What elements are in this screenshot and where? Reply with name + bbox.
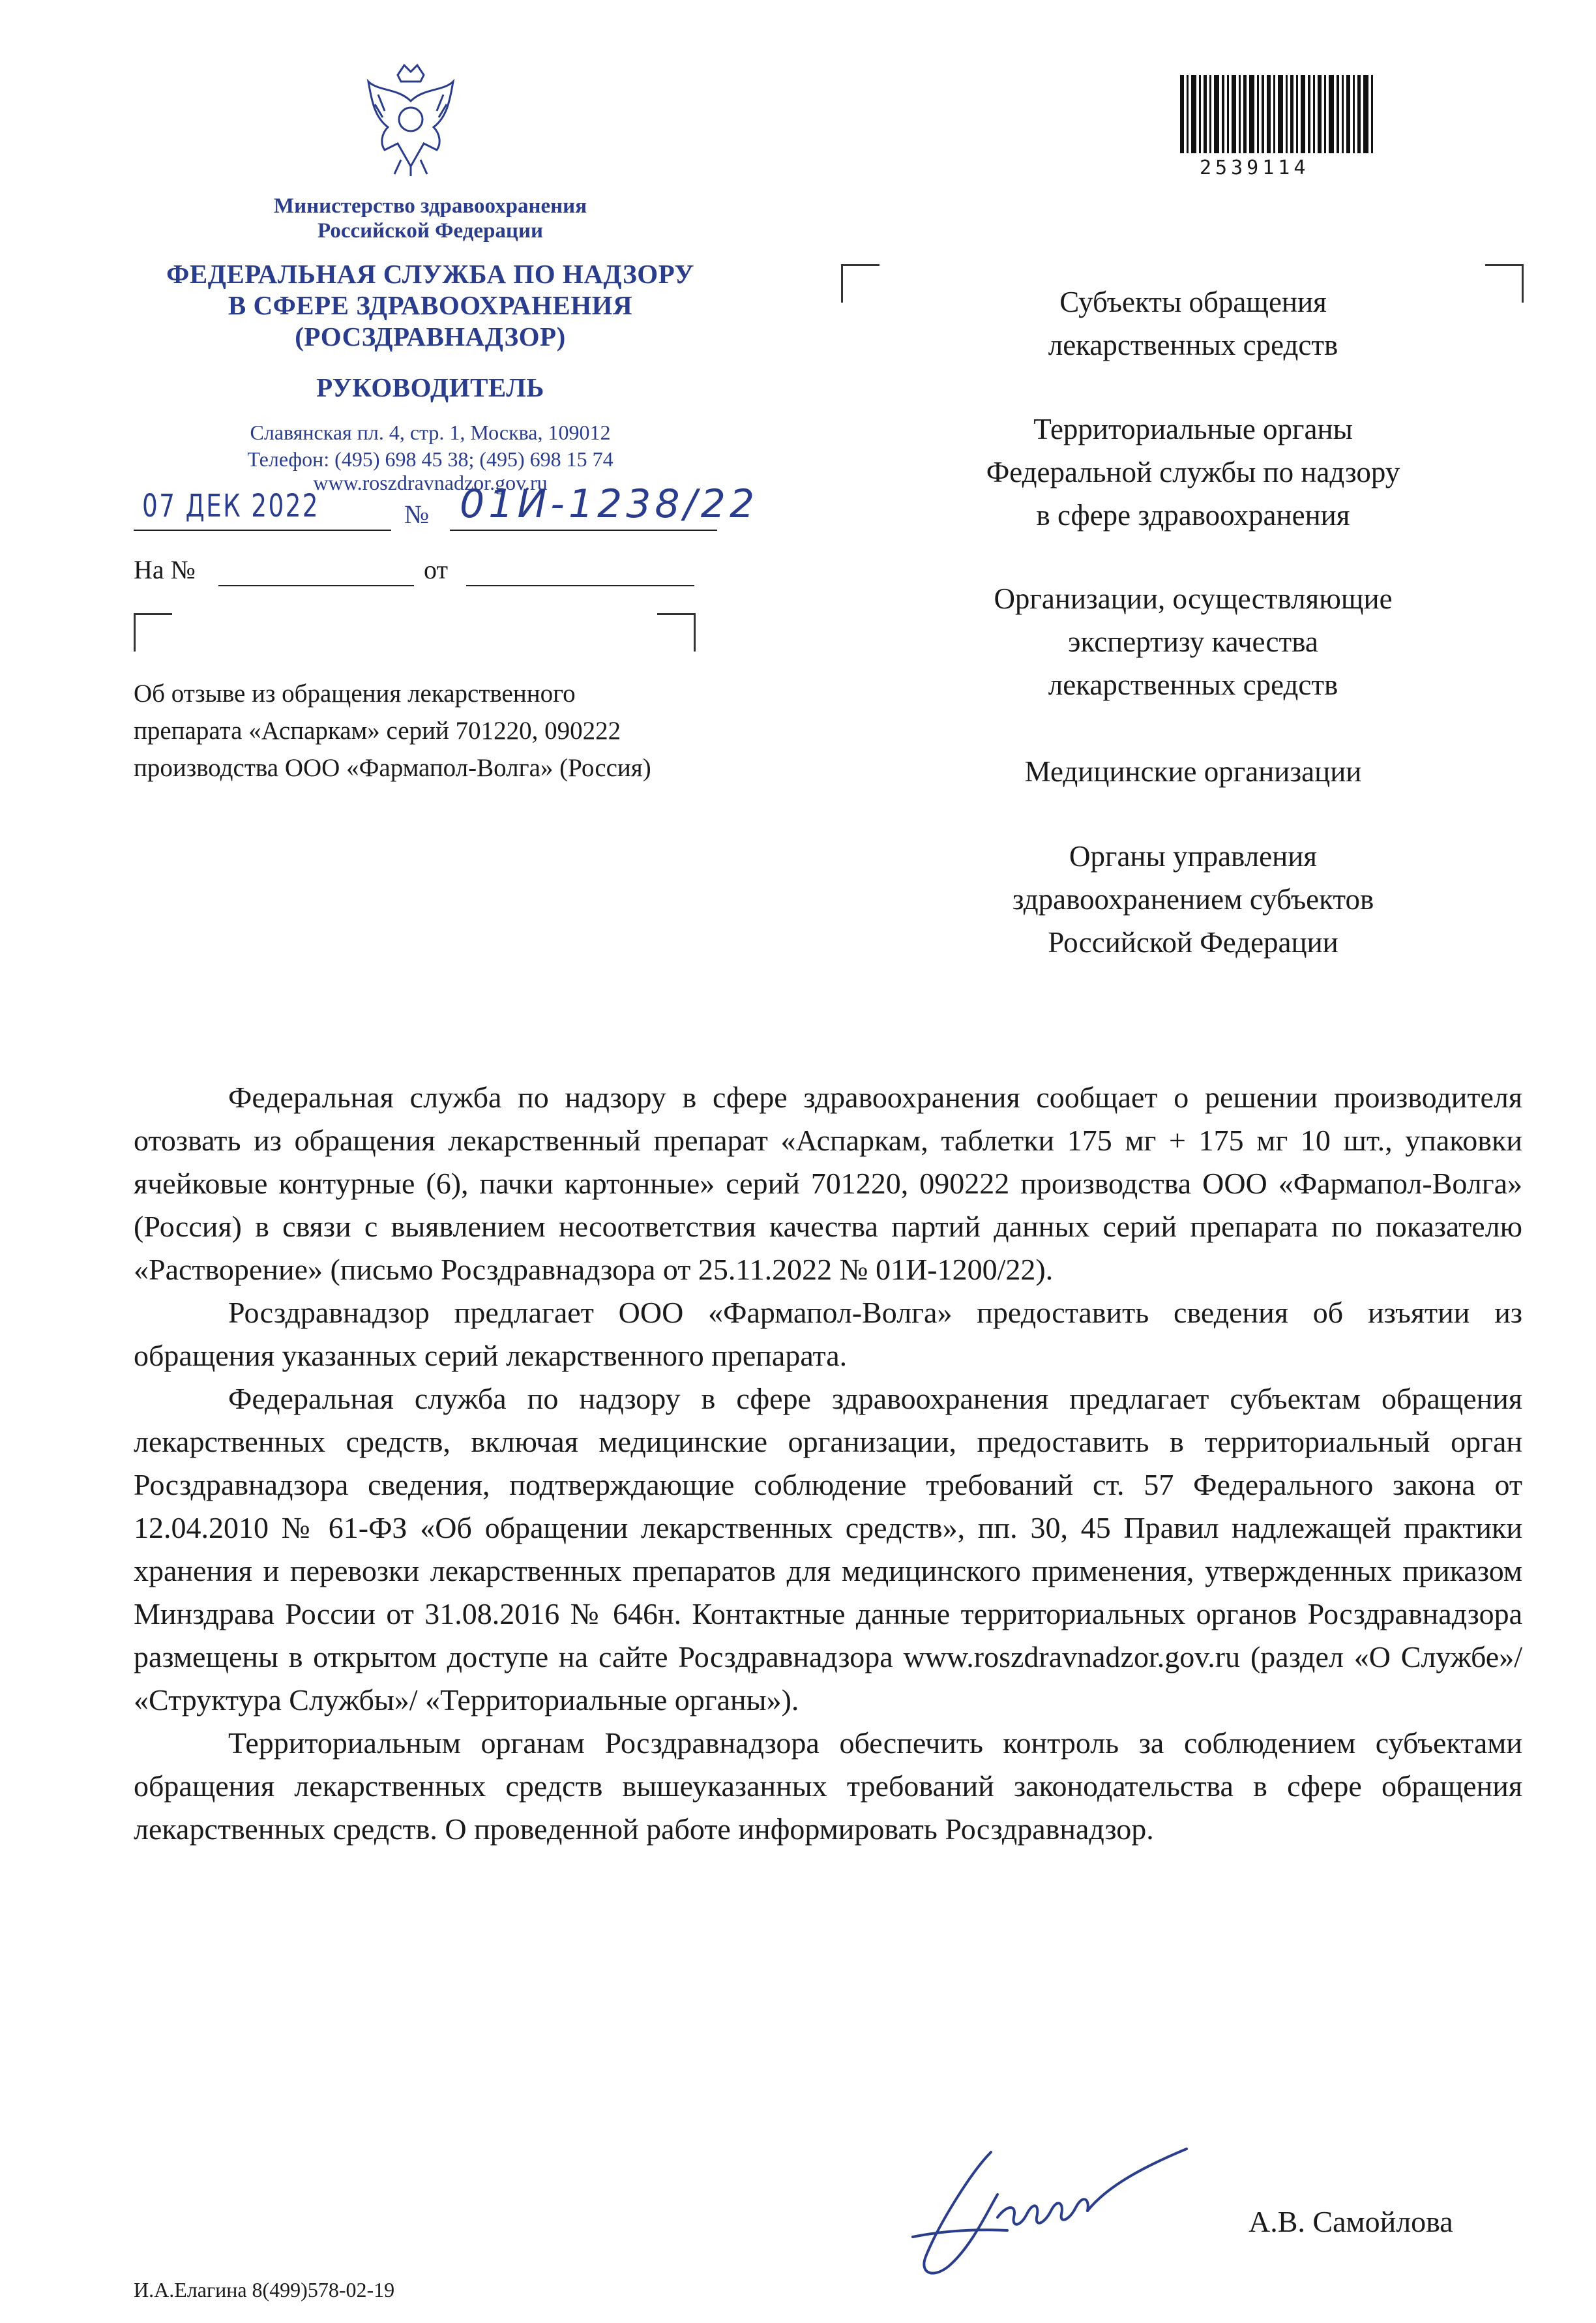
phone-line: Телефон: (495) 698 45 38; (495) 698 15 74 (247, 447, 613, 471)
date-stamp: 07 ДЕК 2022 (142, 488, 319, 524)
body-paragraph: Федеральная служба по надзору в сфере здравоохранения сообщает о решении производителя отозвать из обращения лекарственный препарат «Аспаркам, таблетки 175 мг + 175 мг 10 шт., упаковки ячейковые контурные (6), пачки картонные» серий 701220, 090222 производства ООО «Фармапол-Волга» (Россия) в связи с выявлением несоответствия качества партий данных серий препарата по показателю «Растворение» (письмо Росздравнадзора от 25.11.2022 № 01И-1200/22). (134, 1081, 1522, 1286)
signatory-name: А.В. Самойлова (1249, 2205, 1453, 2238)
ministry-name-line1: Министерство здравоохранения (273, 194, 587, 218)
addressee-group (835, 835, 1552, 964)
addressee-line: Федеральной службы по надзору (986, 456, 1400, 488)
addressee-group (835, 577, 1552, 706)
executor-contact: И.А.Елагина 8(499)578-02-19 (134, 2278, 395, 2301)
subject-corner-right (657, 613, 696, 652)
body-paragraph: Территориальным органам Росздравнадзора обеспечить контроль за соблюдением субъектами обращения лекарственных средств вышеуказанных требований законодательства в сфере обращения лекарственных средств. О проведенной работе информировать Росздравнадзор. (134, 1726, 1522, 1846)
reply-to-label: На № (134, 555, 196, 584)
addressee-group (835, 408, 1552, 537)
handwritten-signature (900, 2133, 1206, 2289)
addressee-line: Субъекты обращения (1059, 286, 1327, 318)
addressee-line: Территориальные органы (1033, 413, 1353, 445)
addressee-line: здравоохранением субъектов (1012, 883, 1374, 916)
barcode (1180, 75, 1382, 153)
addressee-line: Организации, осуществляющие (994, 582, 1393, 615)
registration-number: 01И-1238/22 (460, 481, 759, 527)
ministry-name-line2: Российской Федерации (318, 219, 543, 243)
website-line: www.roszdravnadzor.gov.ru (313, 471, 548, 494)
subject-line: препарата «Аспаркам» серий 701220, 090222 (134, 717, 621, 745)
letter-subject (134, 675, 786, 787)
number-label: № (404, 500, 430, 529)
subject-line: Об отзыве из обращения лекарственного (134, 680, 576, 708)
coat-of-arms-emblem (362, 62, 460, 179)
addressee-line: Органы управления (1069, 840, 1317, 873)
addressee-line: экспертизу качества (1068, 625, 1318, 658)
addressee-line: лекарственных средств (1048, 668, 1338, 701)
address-line: Славянская пл. 4, стр. 1, Москва, 109012 (250, 421, 611, 444)
body-paragraph: Федеральная служба по надзору в сфере здравоохранения предлагает субъектам обращения лекарственных средств, включая медицинские организации, предоставить в территориальный орган Росздравнадзора сведения, подтверждающие соблюдение требований ст. 57 Федерального закона от 12.04.2010 № 61-ФЗ «Об обращении лекарственных средств», пп. 30, 45 Правил надлежащей практики хранения и перевозки лекарственных препаратов для медицинского применения, утвержденных приказом Минздрава России от 31.08.2016 № 646н. Контактные данные территориальных органов Росздравнадзора размещены в открытом доступе на сайте Росздравнадзора www.roszdravnadzor.gov.ru (раздел «О Службе»/ «Структура Службы»/ «Территориальные органы»). (134, 1382, 1522, 1716)
barcode-number: 2539114 (1200, 157, 1310, 179)
body-paragraph: Росздравнадзор предлагает ООО «Фармапол-Волга» предоставить сведения об изъятии из обращения указанных серий лекарственного препарата. (134, 1296, 1522, 1372)
service-name-line2: В СФЕРЕ ЗДРАВООХРАНЕНИЯ (228, 290, 633, 320)
reply-number-underline (218, 585, 414, 586)
letter-body (134, 1076, 1522, 1851)
reply-from-label: от (424, 555, 448, 584)
subject-line: производства ООО «Фармапол-Волга» (Россия) (134, 754, 651, 782)
addressee-line: в сфере здравоохранения (1036, 499, 1350, 532)
addressee-line: Медицинские организации (1024, 755, 1362, 788)
subject-corner-left (134, 613, 172, 652)
number-underline (450, 530, 717, 531)
addressee-line: Российской Федерации (1048, 926, 1338, 959)
position-title: РУКОВОДИТЕЛЬ (316, 372, 544, 402)
service-name-line1: ФЕДЕРАЛЬНАЯ СЛУЖБА ПО НАДЗОРУ (166, 259, 694, 289)
addressee-group (835, 280, 1552, 367)
date-underline (134, 530, 391, 531)
addressee-group (835, 750, 1552, 793)
service-name-line3: (РОСЗДРАВНАДЗОР) (295, 322, 566, 352)
addressee-line: лекарственных средств (1048, 329, 1338, 361)
reply-date-underline (466, 585, 694, 586)
